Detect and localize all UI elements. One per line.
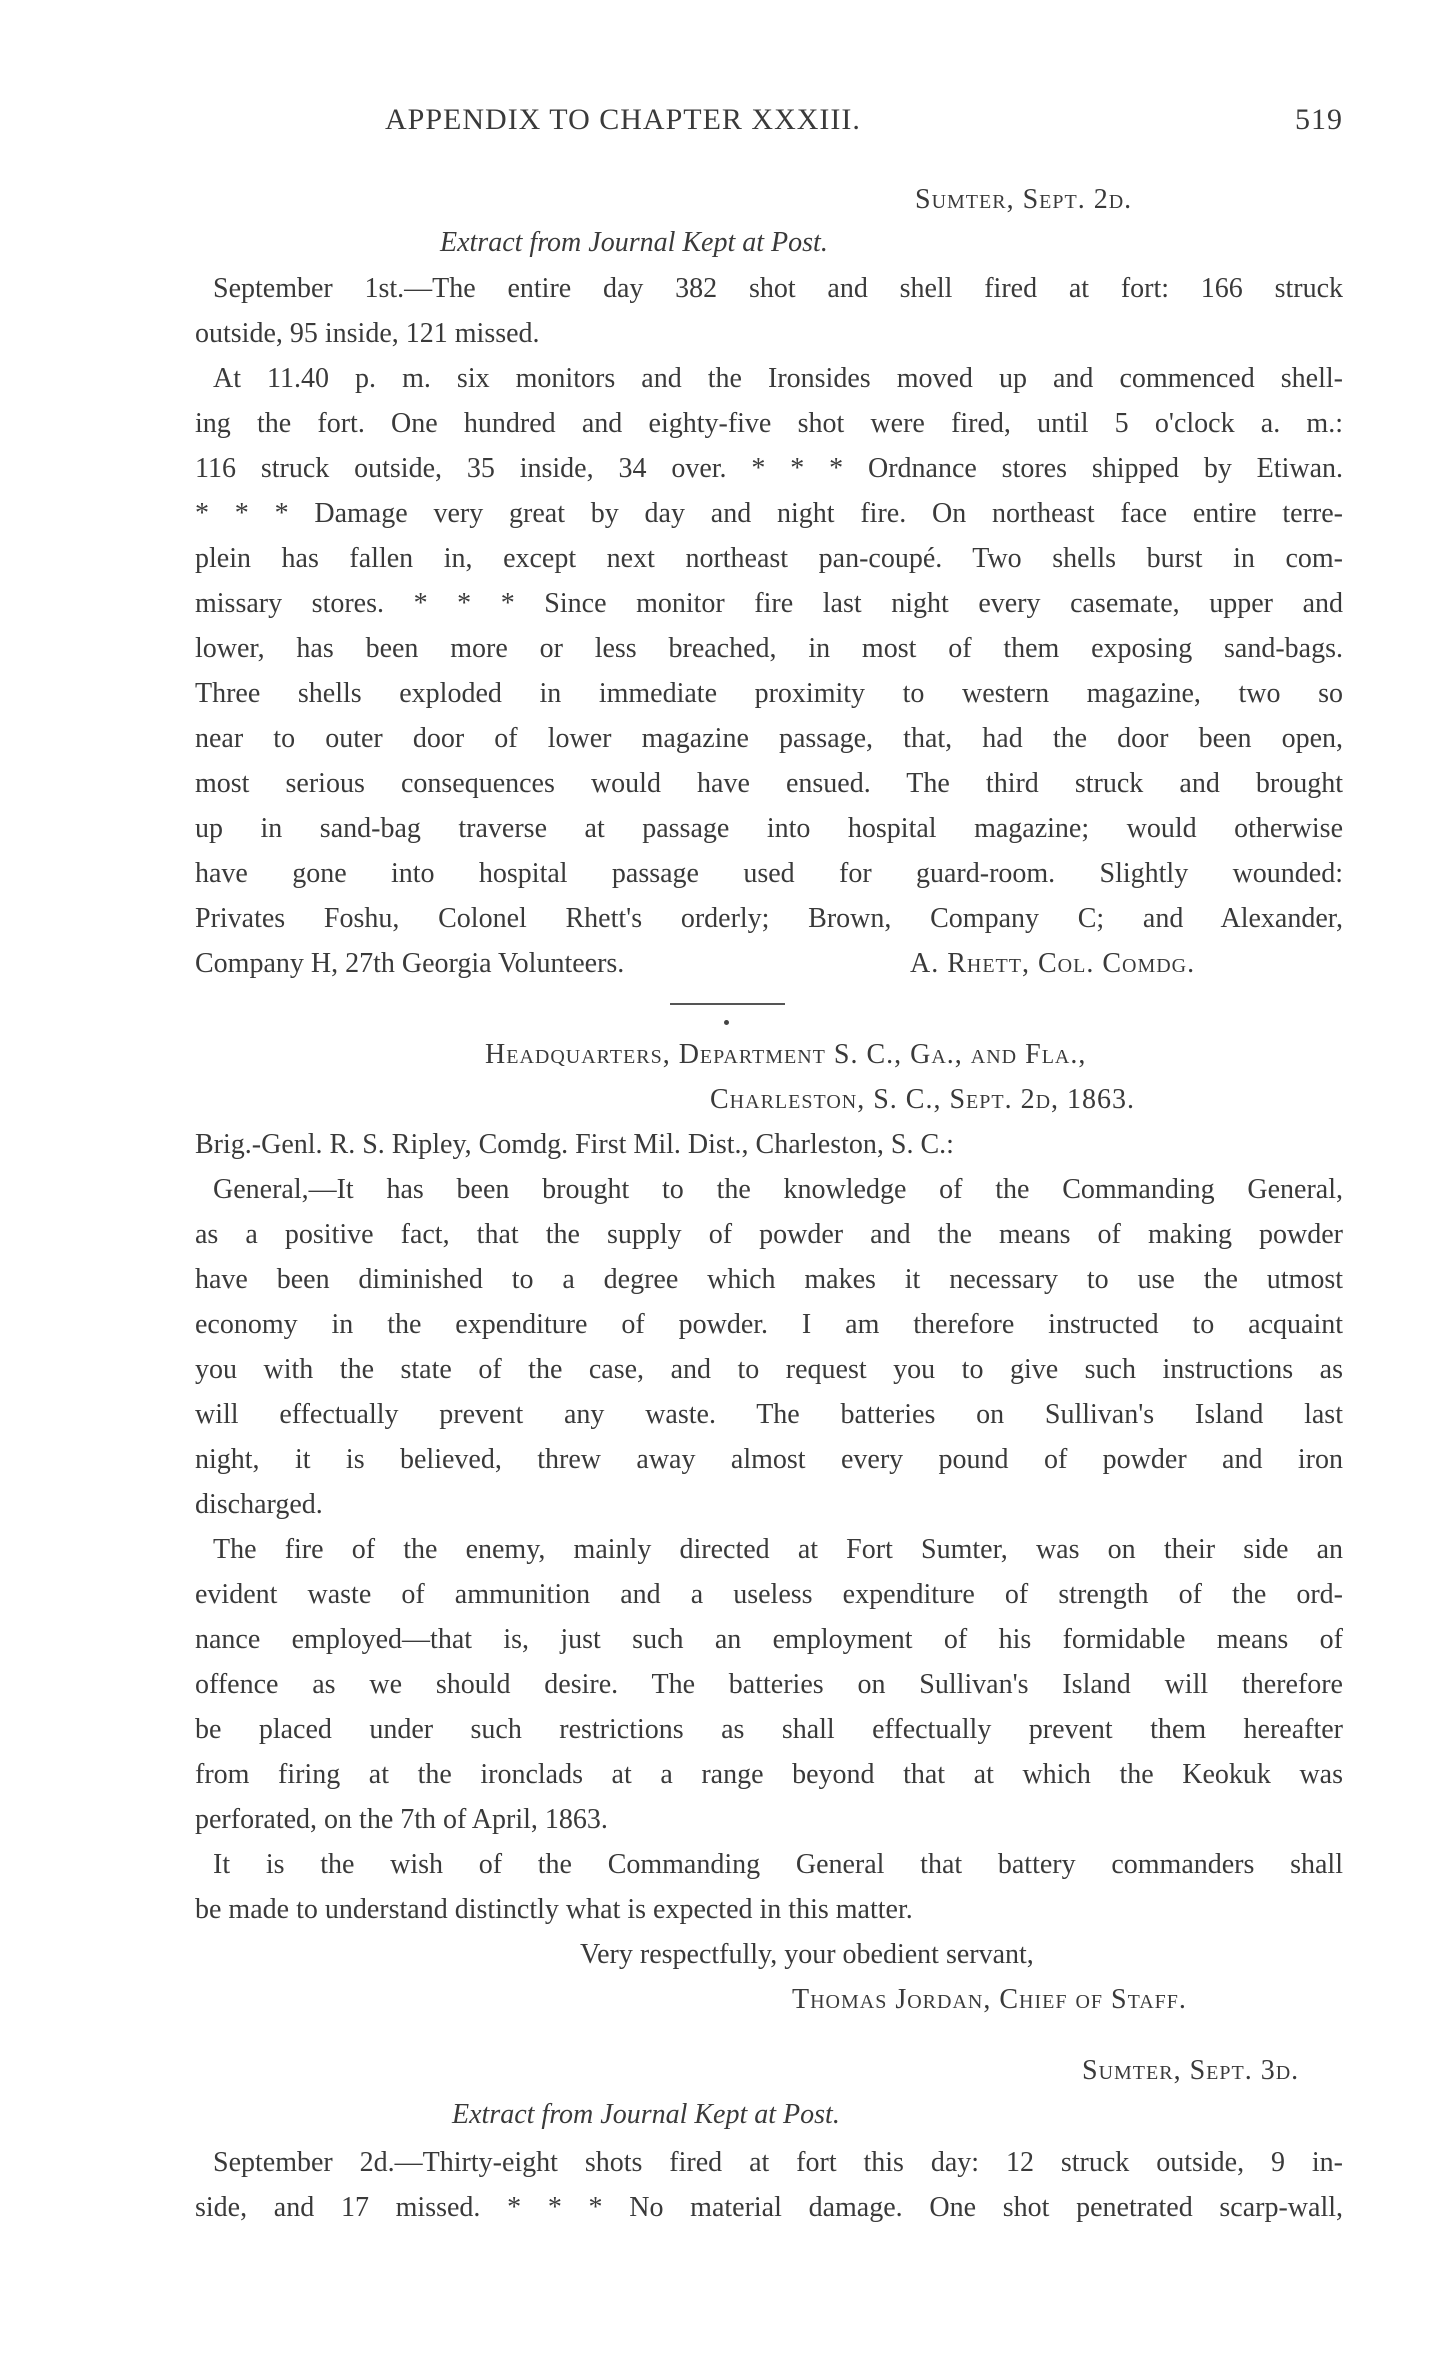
paragraph-line: plein has fallen in, except next northeast pan-coupé. Two shells burst in com- bbox=[195, 543, 1343, 574]
closing: Very respectfully, your obedient servant, bbox=[580, 1939, 1034, 1970]
paragraph-line: 116 struck outside, 35 inside, 34 over. * * * Ordnance stores shipped by Etiwan. bbox=[195, 453, 1343, 484]
paragraph-line: be placed under such restrictions as shall effectually prevent them hereafter bbox=[195, 1714, 1343, 1745]
dateline bbox=[1082, 2048, 1299, 2093]
paragraph-line: At 11.40 p. m. six monitors and the Ironsides moved up and commenced shell- bbox=[213, 363, 1343, 394]
paragraph-line: Privates Foshu, Colonel Rhett's orderly; Brown, Company C; and Alexander, bbox=[195, 903, 1343, 934]
journal-entry bbox=[195, 2140, 1343, 2230]
paragraph-line: side, and 17 missed. * * * No material damage. One shot penetrated scarp-wall, bbox=[195, 2192, 1343, 2223]
paragraph-line: Three shells exploded in immediate proximity to western magazine, two so bbox=[195, 678, 1343, 709]
dateline-text: Sumter, Sept. 2d. bbox=[915, 184, 1133, 215]
paragraph-line: September 1st.—The entire day 382 shot and shell fired at fort: 166 struck bbox=[213, 273, 1343, 304]
page-number: 519 bbox=[1295, 103, 1343, 136]
paragraph-line: September 2d.—Thirty-eight shots fired at fort this day: 12 struck outside, 9 in- bbox=[213, 2147, 1343, 2178]
paragraph-line: lower, has been more or less breached, in most of them exposing sand-bags. bbox=[195, 633, 1343, 664]
chapter-title: APPENDIX TO CHAPTER XXXIII. bbox=[385, 103, 861, 136]
paragraph-line: perforated, on the 7th of April, 1863. bbox=[195, 1804, 608, 1835]
paragraph-line: discharged. bbox=[195, 1489, 323, 1520]
paragraph-line: evident waste of ammunition and a useless expenditure of strength of the ord- bbox=[195, 1579, 1343, 1610]
letter-body bbox=[195, 1167, 1343, 1932]
paragraph-line: The fire of the enemy, mainly directed at Fort Sumter, was on their side an bbox=[213, 1534, 1343, 1565]
dateline-text: Sumter, Sept. 3d. bbox=[1082, 2055, 1300, 2086]
running-header bbox=[195, 95, 1343, 145]
paragraph-line: General,—It has been brought to the knowledge of the Commanding General, bbox=[213, 1174, 1343, 1205]
journal-heading bbox=[452, 2092, 840, 2137]
signature bbox=[910, 941, 1195, 986]
paragraph-line: from firing at the ironclads at a range beyond that at which the Keokuk was bbox=[195, 1759, 1343, 1790]
paragraph-line: outside, 95 inside, 121 missed. bbox=[195, 318, 540, 349]
paragraph-line: missary stores. * * * Since monitor fire last night every casemate, upper and bbox=[195, 588, 1343, 619]
journal-heading-text: Extract from Journal Kept at Post. bbox=[452, 2099, 840, 2130]
paragraph-line: * * * Damage very great by day and night fire. On northeast face entire terre- bbox=[195, 498, 1343, 529]
journal-heading-text: Extract from Journal Kept at Post. bbox=[440, 227, 828, 258]
paragraph-line: as a positive fact, that the supply of powder and the means of making powder bbox=[195, 1219, 1343, 1250]
headquarters-dateline bbox=[710, 1077, 1135, 1122]
separator-rule bbox=[670, 1003, 785, 1005]
paragraph-line: have been diminished to a degree which makes it necessary to use the utmost bbox=[195, 1264, 1343, 1295]
addressee: Brig.-Genl. R. S. Ripley, Comdg. First Mil. Dist., Charleston, S. C.: bbox=[195, 1129, 954, 1160]
signature-text: Thomas Jordan, Chief of Staff. bbox=[792, 1984, 1187, 2015]
paragraph-line: will effectually prevent any waste. The batteries on Sullivan's Island last bbox=[195, 1399, 1343, 1430]
paragraph-line: It is the wish of the Commanding General that battery commanders shall bbox=[213, 1849, 1343, 1880]
paragraph-line: nance employed—that is, just such an employment of his formidable means of bbox=[195, 1624, 1343, 1655]
headquarters-heading-text: Headquarters, Department S. C., Ga., and Fla., bbox=[485, 1039, 1087, 1070]
headquarters-heading bbox=[485, 1032, 1086, 1077]
ink-mark bbox=[724, 1020, 729, 1025]
headquarters-dateline-text: Charleston, S. C., Sept. 2d, 1863. bbox=[710, 1084, 1136, 1115]
paragraph-line: be made to understand distinctly what is expected in this matter. bbox=[195, 1894, 913, 1925]
paragraph-line: have gone into hospital passage used for guard-room. Slightly wounded: bbox=[195, 858, 1343, 889]
paragraph-line: offence as we should desire. The batteries on Sullivan's Island will therefore bbox=[195, 1669, 1343, 1700]
journal-heading bbox=[440, 220, 828, 265]
paragraph-line: most serious consequences would have ensued. The third struck and brought bbox=[195, 768, 1343, 799]
paragraph-line: ing the fort. One hundred and eighty-five shot were fired, until 5 o'clock a. m.: bbox=[195, 408, 1343, 439]
paragraph-line: near to outer door of lower magazine passage, that, had the door been open, bbox=[195, 723, 1343, 754]
signature-text: A. Rhett, Col. Comdg. bbox=[910, 948, 1196, 979]
paragraph-line: night, it is believed, threw away almost every pound of powder and iron bbox=[195, 1444, 1343, 1475]
signature bbox=[792, 1977, 1187, 2022]
paragraph-line: you with the state of the case, and to request you to give such instructions as bbox=[195, 1354, 1343, 1385]
paragraph-line: economy in the expenditure of powder. I am therefore instructed to acquaint bbox=[195, 1309, 1343, 1340]
journal-entry bbox=[195, 266, 1343, 941]
final-line: Company H, 27th Georgia Volunteers. bbox=[195, 948, 625, 979]
dateline bbox=[915, 177, 1132, 222]
paragraph-line: up in sand-bag traverse at passage into hospital magazine; would otherwise bbox=[195, 813, 1343, 844]
